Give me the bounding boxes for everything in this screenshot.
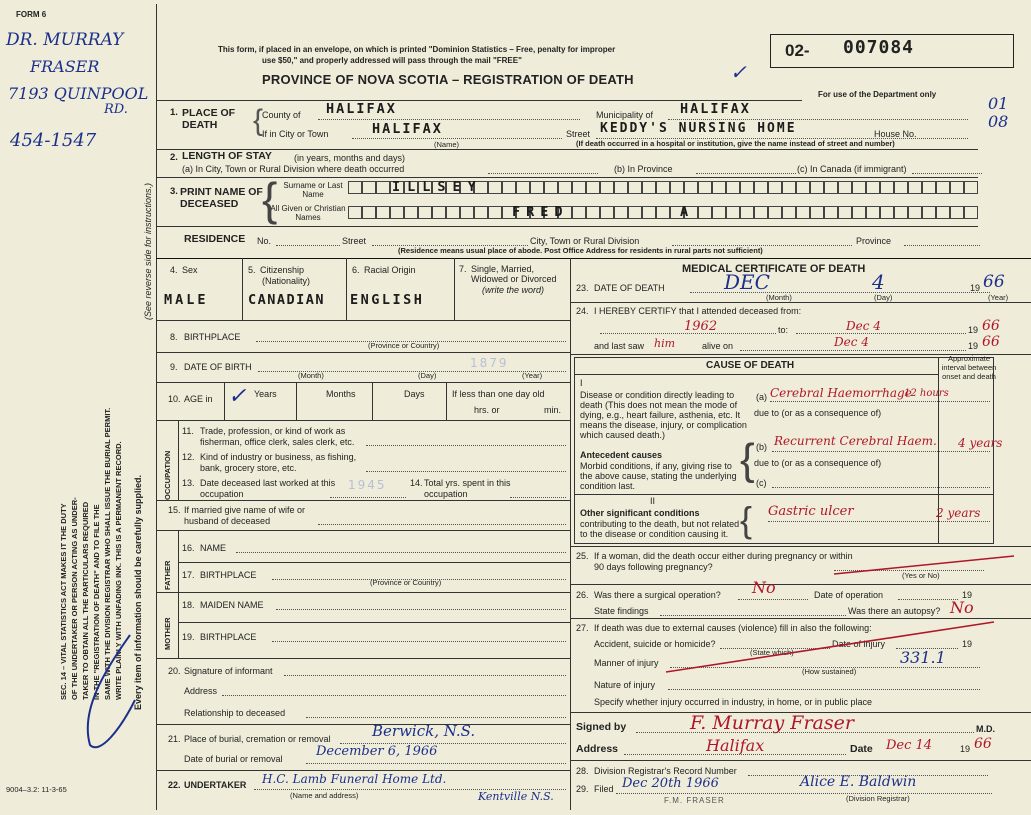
maiden-name-label: MAIDEN NAME — [200, 600, 264, 610]
margin-tick-mark — [60, 630, 150, 760]
interval-header: Approximate interval between onset and death — [941, 354, 997, 381]
marital-label: Single, Married, Widowed or Divorced — [471, 264, 557, 284]
alive-year: 66 — [982, 334, 1000, 350]
date-of-death-label: DATE OF DEATH — [594, 283, 665, 293]
item-number-2: 2. — [170, 152, 178, 163]
interval-a-value: 12 hours — [904, 388, 949, 399]
death-year-prefix: 19 — [970, 283, 981, 293]
surgery-question: Was there a surgical operation? — [594, 590, 721, 600]
print-name-label: PRINT NAME OF DECEASED — [180, 186, 263, 210]
registration-prefix: 02- — [785, 41, 810, 60]
burial-place-value: Berwick, N.S. — [372, 722, 476, 740]
residence-street-label: Street — [342, 236, 367, 246]
sign-date-value: Dec 14 — [886, 738, 933, 753]
sex-label: Sex — [182, 265, 198, 275]
spouse-label: If married give name of wife or husband of deceased — [184, 505, 306, 526]
postal-notice-1: This form, if placed in an envelope, on which is printed "Dominion Statistics – Free, penalty for improper — [218, 45, 616, 54]
residence-note: (Residence means usual place of abode. Post Office Address for residents in rural parts not sufficient) — [398, 246, 763, 255]
father-birthplace-label: BIRTHPLACE — [200, 570, 257, 580]
stay-canada-label: (c) In Canada (if immigrant) — [797, 164, 907, 174]
instruction-line-2: OF THE UNDERTAKER OR PERSON ACTING AS UNDER- — [70, 497, 79, 700]
reverse-side-note: (See reverse side for instructions.) — [143, 182, 153, 320]
age-years-header: Years — [254, 389, 277, 399]
surname-value: ILLSEY — [392, 179, 483, 195]
injury-date-label: Date of injury — [832, 639, 886, 649]
relationship-label: Relationship to deceased — [184, 708, 286, 718]
city-value: HALIFAX — [372, 121, 443, 137]
instruction-line-4: IN THE "REGISTRATION OF DEATH" AND TO FILE THE — [92, 504, 101, 700]
hours-label: hrs. or — [474, 405, 500, 415]
instruction-line-1: SEC. 14 – VITAL STATISTICS ACT MAKES IT THE DUTY — [59, 503, 68, 700]
county-label: County of — [262, 110, 301, 120]
attended-from: 1962 — [684, 319, 718, 334]
alive-year-prefix: 19 — [968, 341, 979, 351]
residence-label: RESIDENCE — [184, 233, 246, 245]
father-birthplace-caption: (Province or Country) — [370, 578, 442, 587]
residence-no-label: No. — [257, 236, 272, 246]
state-findings-label: State findings — [594, 606, 649, 616]
form-title: PROVINCE OF NOVA SCOTIA – REGISTRATION OF DEATH — [262, 72, 634, 87]
department-code-1: 01 — [988, 94, 1009, 113]
operation-year-prefix: 19 — [962, 590, 973, 600]
doctor-name-line1: DR. MURRAY — [6, 30, 124, 50]
signer-address-label: Address — [576, 743, 619, 755]
item-number-23: 23. — [576, 283, 589, 293]
postal-notice-2: use $50," and properly addressed will pass through the mail "FREE" — [262, 56, 522, 65]
death-year-caption: (Year) — [988, 293, 1009, 302]
undertaker-town: Kentville N.S. — [478, 790, 554, 803]
place-of-death-label: PLACE OF DEATH — [182, 107, 236, 131]
how-sustained-caption: (How sustained) — [802, 667, 857, 676]
external-question: If death was due to external causes (violence) fill in also the following: — [594, 623, 872, 633]
dob-day-caption: (Day) — [418, 371, 437, 380]
md-label: M.D. — [976, 724, 995, 734]
burial-place-label: Place of burial, cremation or removal — [184, 734, 331, 744]
item-number-4: 4. — [170, 265, 178, 275]
medical-certificate-header: MEDICAL CERTIFICATE OF DEATH — [682, 263, 866, 275]
instruction-line-3: TAKER TO OBTAIN ALL THE PARTICULARS REQUIRED — [81, 501, 90, 700]
informant-label: Signature of informant — [184, 666, 273, 676]
other-conditions-label: Other significant conditions — [580, 508, 700, 518]
dob-year-caption: (Year) — [522, 371, 543, 380]
signer-address-value: Halifax — [706, 736, 765, 755]
specify-label: Specify whether injury occurred in industry, in home, or in public place — [594, 697, 872, 707]
item-number-5: 5. — [248, 265, 256, 275]
registrar-caption: (Division Registrar) — [846, 794, 910, 803]
signed-by-label: Signed by — [576, 721, 627, 733]
industry-label: Kind of industry or business, as fishing, bank, grocery store, etc. — [200, 452, 357, 473]
item-number-12: 12. — [182, 452, 195, 462]
registrar-signature: Alice E. Baldwin — [800, 774, 917, 790]
to-label: to: — [778, 325, 789, 335]
antecedent-sub: Morbid conditions, if any, giving rise to the above cause, stating the underlying condition last. — [580, 461, 737, 491]
attended-to: Dec 4 — [846, 319, 881, 333]
doctor-phone: 454-1547 — [10, 130, 97, 151]
item-number-13: 13. — [182, 478, 195, 488]
item-number-25: 25. — [576, 551, 589, 561]
stay-city-label: (a) In City, Town or Rural Division where death occurred — [182, 164, 405, 174]
cause-a-value: Cerebral Haemorrhage — [770, 386, 912, 400]
length-of-stay-label: LENGTH OF STAY — [182, 150, 272, 162]
autopsy-answer: No — [950, 598, 974, 617]
item-number-21: 21. — [168, 734, 181, 744]
woman-question: If a woman, did the death occur either during pregnancy or within 90 days following pregnancy? — [594, 551, 853, 572]
injury-year-prefix: 19 — [962, 639, 973, 649]
sign-date-label: Date — [850, 743, 873, 755]
citizenship-sub: (Nationality) — [262, 276, 311, 286]
item-number-15: 15. — [168, 505, 181, 515]
minutes-label: min. — [544, 405, 562, 415]
item-number-28: 28. — [576, 766, 589, 776]
street-label: Street — [566, 129, 591, 139]
due-to-label-2: due to (or as a consequence of) — [754, 458, 882, 468]
birthplace-caption: (Province or Country) — [368, 341, 440, 350]
item-number-1: 1. — [170, 107, 178, 118]
department-use-label: For use of the Department only — [818, 90, 937, 99]
item-number-24: 24. — [576, 306, 589, 316]
surgery-answer: No — [752, 578, 776, 597]
surname-label: Surname or Last Name — [283, 181, 343, 199]
last-saw-who: him — [654, 337, 676, 350]
racial-origin-value: ENGLISH — [350, 292, 425, 308]
roman-ii: II — [650, 496, 656, 506]
item-number-19: 19. — [182, 632, 195, 642]
antecedent-label: Antecedent causes — [580, 450, 663, 460]
total-years-label: Total yrs. spent in this occupation — [424, 478, 511, 499]
name-caption: (Name) — [434, 140, 460, 149]
sex-value: MALE — [164, 292, 209, 308]
undertaker-label: UNDERTAKER — [184, 780, 247, 790]
check-mark: ✓ — [730, 60, 747, 84]
item-number-3: 3. — [170, 186, 178, 197]
sign-year: 66 — [974, 736, 992, 752]
burial-date-value: December 6, 1966 — [316, 744, 438, 759]
occupation-side-label: OCCUPATION — [163, 450, 172, 500]
department-code-2: 08 — [988, 112, 1009, 131]
item-number-11: 11. — [182, 426, 194, 436]
municipality-label: Municipality of — [596, 110, 654, 120]
autopsy-question: Was there an autopsy? — [848, 606, 941, 616]
alive-on-date: Dec 4 — [834, 335, 869, 349]
state-which-caption: (State which) — [750, 648, 794, 657]
age-check: ✓ — [228, 384, 247, 409]
doctor-address-line2: RD. — [104, 102, 128, 117]
item-number-22: 22. — [168, 780, 181, 790]
item-number-6: 6. — [352, 265, 360, 275]
death-day-caption: (Day) — [874, 293, 893, 302]
other-conditions-sub: contributing to the death, but not related to the disease or condition causing it. — [580, 519, 740, 539]
citizenship-value: CANADIAN — [248, 292, 326, 308]
form-code: 9004–3.2: 11-3-65 — [6, 785, 67, 794]
form-left-border — [156, 4, 157, 810]
cause-of-death-header: CAUSE OF DEATH — [706, 360, 795, 371]
registration-number: 007084 — [843, 37, 915, 58]
other-interval-value: 2 years — [936, 506, 981, 520]
due-to-label-1: due to (or as a consequence of) — [754, 408, 882, 418]
stay-province-label: (b) In Province — [614, 164, 673, 174]
doctor-address-line1: 7193 QUINPOOL — [8, 84, 149, 103]
accident-label: Accident, suicide or homicide? — [594, 639, 716, 649]
death-day: 4 — [872, 270, 885, 294]
nature-label: Nature of injury — [594, 680, 656, 690]
father-name-label: NAME — [200, 543, 227, 553]
birthplace-label: BIRTHPLACE — [184, 332, 241, 342]
given-name-1: FRED — [512, 204, 569, 220]
city-label: If in City or Town — [262, 129, 329, 139]
pregnancy-strike — [830, 550, 1020, 580]
to-year-prefix: 19 — [968, 325, 979, 335]
undertaker-sub: (Name and address) — [290, 791, 359, 800]
yes-no-caption: (Yes or No) — [902, 571, 940, 580]
doctor-name-line2: FRASER — [30, 57, 100, 76]
registrar-record-label: Division Registrar's Record Number — [594, 766, 737, 776]
residence-city-label: City, Town or Rural Division — [530, 236, 640, 246]
date-of-birth-label: DATE OF BIRTH — [184, 362, 252, 372]
undertaker-value: H.C. Lamb Funeral Home Ltd. — [262, 772, 447, 786]
length-of-stay-sub: (in years, months and days) — [294, 153, 406, 163]
death-month: DEC — [724, 270, 770, 294]
date-of-birth-year: 1879 — [470, 356, 509, 370]
item-number-7: 7. — [459, 264, 467, 274]
mother-side-label: MOTHER — [163, 617, 172, 650]
county-value: HALIFAX — [326, 101, 397, 117]
filed-date: Dec 20th 1966 — [622, 776, 719, 791]
interval-b-value: 4 years — [958, 436, 1003, 450]
filed-label: Filed — [594, 784, 614, 794]
disease-label: Disease or condition directly leading to death (This does not mean the mode of dying, e.g., heart failure, asthenia, etc. It means the disease, injury, or complication which caused death.) — [580, 390, 747, 440]
item-number-29: 29. — [576, 784, 589, 794]
item-number-26: 26. — [576, 590, 589, 600]
manner-code: 331.1 — [900, 648, 946, 667]
registration-number-box — [770, 34, 1014, 68]
last-worked-value: 1945 — [348, 478, 387, 492]
medical-divider — [570, 258, 571, 810]
sign-year-prefix: 19 — [960, 744, 971, 754]
item-number-17: 17. — [182, 570, 195, 580]
mother-birthplace-label: BIRTHPLACE — [200, 632, 257, 642]
father-side-label: FATHER — [163, 560, 172, 590]
hospital-note: (If death occurred in a hospital or institution, give the name instead of street and number) — [576, 139, 895, 148]
other-cause-value: Gastric ulcer — [768, 504, 854, 519]
under-one-day-label: If less than one day old — [452, 389, 545, 399]
marital-sub: (write the word) — [482, 285, 545, 295]
house-no-label: House No. — [874, 129, 917, 139]
item-number-14: 14. — [410, 478, 423, 488]
item-number-10: 10. — [168, 394, 181, 404]
last-saw-label: and last saw — [594, 341, 645, 351]
item-number-16: 16. — [182, 543, 195, 553]
every-item-note: Every item of information should be carefully supplied. — [133, 474, 143, 710]
death-year: 66 — [983, 272, 1005, 292]
burial-date-label: Date of burial or removal — [184, 754, 283, 764]
given-name-boxes — [348, 206, 982, 219]
fraser-stamp: F.M. FRASER — [664, 796, 725, 805]
citizenship-label: Citizenship — [260, 265, 305, 275]
residence-province-label: Province — [856, 236, 892, 246]
last-worked-label: Date deceased last worked at this occupation — [200, 478, 336, 499]
item-number-8: 8. — [170, 332, 178, 342]
given-names-label: All Given or Christian Names — [270, 204, 346, 222]
item-number-9: 9. — [170, 362, 178, 372]
trade-label: Trade, profession, or kind of work as fisherman, office clerk, sales clerk, etc. — [200, 426, 355, 447]
form-number: FORM 6 — [16, 10, 47, 19]
given-name-2: A — [680, 204, 691, 220]
age-months-header: Months — [326, 389, 356, 399]
item-number-27: 27. — [576, 623, 589, 633]
certify-label: I HEREBY CERTIFY that I attended deceased from: — [594, 306, 802, 316]
informant-address-label: Address — [184, 686, 218, 696]
physician-signature: F. Murray Fraser — [690, 712, 854, 734]
municipality-value: HALIFAX — [680, 101, 751, 117]
age-days-header: Days — [404, 389, 425, 399]
item-number-20: 20. — [168, 666, 181, 676]
age-label: AGE in — [184, 394, 213, 404]
alive-on-label: alive on — [702, 341, 734, 351]
dob-month-caption: (Month) — [298, 371, 324, 380]
external-causes-strike — [660, 616, 1000, 680]
operation-date-label: Date of operation — [814, 590, 884, 600]
death-month-caption: (Month) — [766, 293, 792, 302]
instruction-line-5: SAME WITH THE DIVISION REGISTRAR WHO SHALL ISSUE THE BURIAL PERMIT. — [103, 407, 112, 700]
instruction-line-6: WRITE PLAINLY WITH UNFADING INK. THIS IS A PERMANENT RECORD. — [114, 441, 123, 700]
racial-origin-label: Racial Origin — [364, 265, 416, 275]
item-number-18: 18. — [182, 600, 195, 610]
cause-b-value: Recurrent Cerebral Haem. — [774, 434, 937, 448]
manner-label: Manner of injury — [594, 658, 659, 668]
street-value: KEDDY'S NURSING HOME — [600, 121, 797, 136]
attended-to-year: 66 — [982, 318, 1000, 334]
